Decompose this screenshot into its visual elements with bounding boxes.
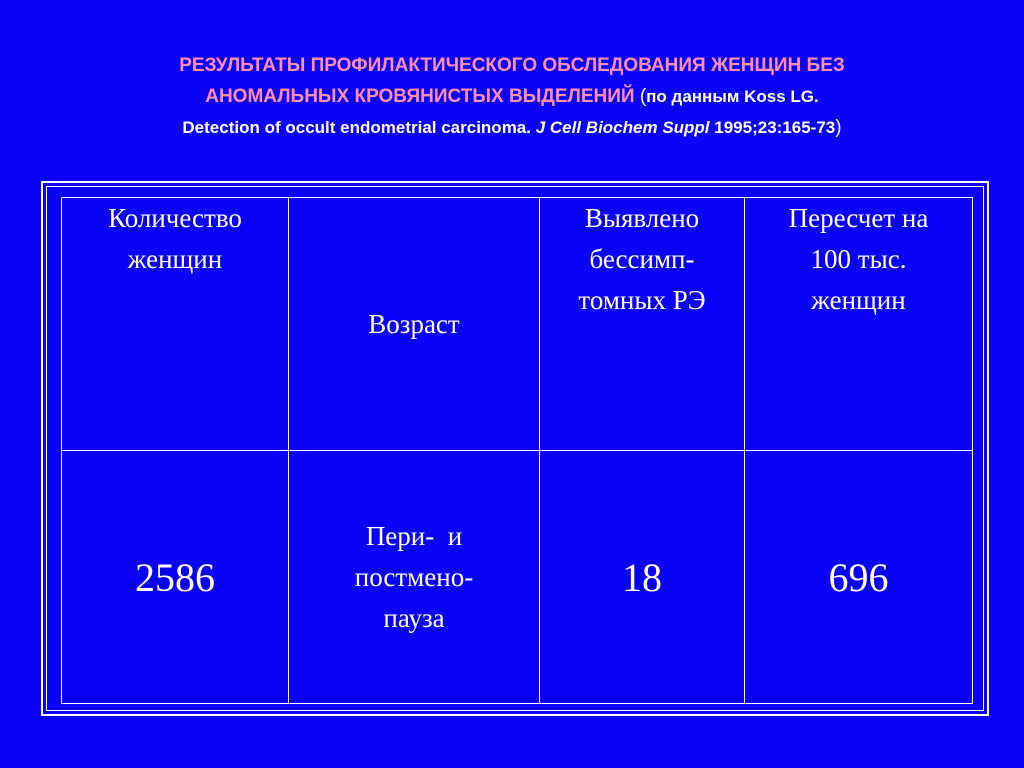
header-per-100k-line-3: женщин: [811, 285, 906, 315]
title-line-2-text: АНОМАЛЬНЫХ КРОВЯНИСТЫХ ВЫДЕЛЕНИЙ: [205, 86, 635, 107]
title-line-1: [30, 50, 994, 81]
header-age: [289, 198, 540, 451]
cell-detected-value: 18: [622, 554, 662, 600]
header-women-count-line-1: Количество: [108, 203, 242, 233]
title-line-2: [30, 81, 994, 112]
header-detected-line-2: бессимп-: [589, 244, 695, 274]
cell-age-line-2: постмено-: [354, 561, 474, 592]
header-women-count-line-2: женщин: [127, 244, 223, 274]
cell-detected: [540, 451, 745, 704]
cell-age: [289, 451, 540, 704]
header-women-count: [62, 198, 289, 451]
cell-women-count: [62, 451, 289, 704]
cell-per-100k-value: 696: [828, 554, 889, 600]
title-line-3: [30, 112, 994, 143]
header-detected-line-3: томных РЭ: [578, 285, 706, 315]
cell-per-100k: [745, 451, 973, 704]
header-age-line-1: Возраст: [368, 308, 460, 339]
header-detected: [540, 198, 745, 451]
citation-journal: J Cell Biochem Suppl: [535, 118, 710, 137]
title-open-paren: (: [634, 86, 647, 107]
cell-age-line-1: Пери- и: [365, 520, 463, 551]
table-data-row: [62, 451, 973, 704]
table-header-row: [62, 198, 973, 451]
cell-women-count-value: 2586: [135, 554, 215, 600]
cell-age-line-3: пауза: [383, 602, 445, 633]
header-detected-line-1: Выявлено: [584, 203, 700, 233]
title-line-1-text: РЕЗУЛЬТАТЫ ПРОФИЛАКТИЧЕСКОГО ОБСЛЕДОВАНИЯ ЖЕНЩИН БЕЗ: [179, 55, 845, 76]
citation-title: Detection of occult endometrial carcinoma.: [182, 118, 536, 137]
title-source-intro: по данным Koss LG.: [646, 87, 819, 106]
citation-details: 1995;23:165-73: [709, 118, 836, 137]
header-per-100k: [745, 198, 973, 451]
header-per-100k-line-1: Пересчет на: [788, 203, 929, 233]
title-close-paren: ): [835, 117, 842, 138]
results-table: [61, 197, 973, 704]
header-per-100k-line-2: 100 тыс.: [810, 244, 907, 274]
slide-title: [30, 50, 994, 143]
